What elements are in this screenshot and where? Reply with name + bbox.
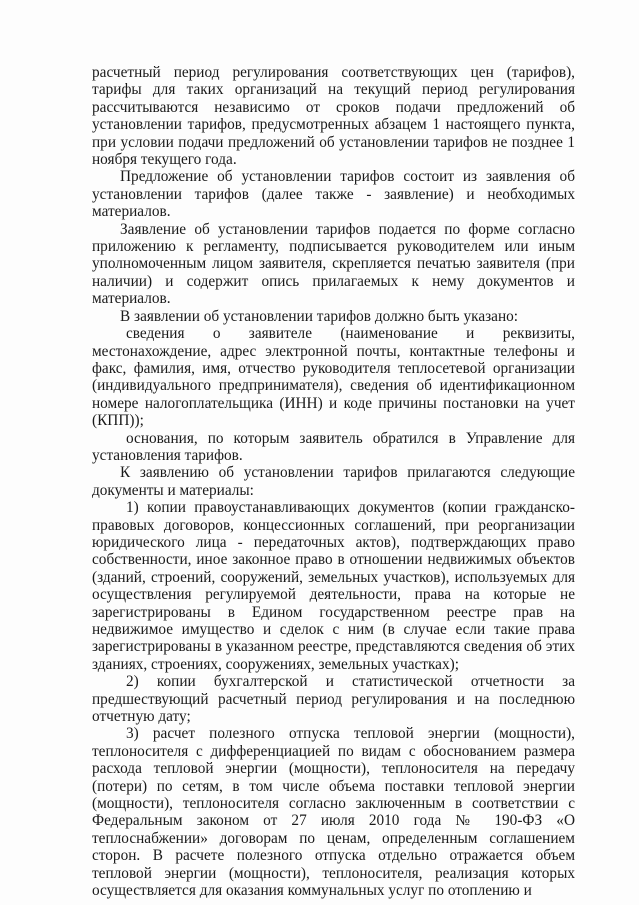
document-body (92, 64, 575, 900)
paragraph-applicant-info: сведения о заявителе (наименование и реквизиты, местонахождение, адрес электронной почты, контактные телефоны и факс, фамилия, имя, отчество руководителя теплосетевой организации (индивидуального предпринимателя), сведения об идентификационном номере налогоплательщика (ИНН) и коде причины постановки на учет (КПП)); (92, 325, 575, 430)
list-item-1-title-documents: 1) копии правоустанавливающих документов (копии гражданско-правовых договоров, концессионных соглашений, при реорганизации юридического лица - передаточных актов), подтверждающих право собственности, иное законное право в отношении недвижимых объектов (зданий, строений, сооружений, земельных участков), используемых для осуществления регулируемой деятельности, права на которые не зарегистрированы в Едином государственном реестре прав на недвижимое имущество и сделок с ним (в случае если такие права зарегистрированы в указанном реестре, представляются сведения об этих зданиях, строениях, сооружениях, земельных участках); (92, 499, 575, 673)
paragraph-grounds: основания, по которым заявитель обратился в Управление для установления тарифов. (92, 429, 575, 464)
list-item-2-accounting-reports: 2) копии бухгалтерской и статистической отчетности за предшествующий расчетный период регулирования и на последнюю отчетную дату; (92, 673, 575, 726)
paragraph-application-contents: В заявлении об установлении тарифов должно быть указано: (120, 307, 519, 325)
paragraph-tariff-period: расчетный период регулирования соответствующих цен (тарифов), тарифы для таких организаций на текущий период регулирования рассчитываются независимо от сроков подачи предложений об установлении тарифов, предусмотренных абзацем 1 настоящего пункта, при условии подачи предложений об установлении тарифов не позднее 1 ноября текущего года. (92, 64, 575, 169)
list-item-3-useful-supply-calculation: 3) расчет полезного отпуска тепловой энергии (мощности), теплоносителя с дифференциацией по видам с обоснованием размера расхода тепловой энергии (мощности), теплоносителя на передачу (потери) по сетям, в том числе объема поставки тепловой энергии (мощности), теплоносителя согласно заключенным в соответствии с Федеральным законом от 27 июля 2010 года № 190-ФЗ «О теплоснабжении» договорам по ценам, определенным соглашением сторон. В расчете полезного отпуска отдельно отражается объем тепловой энергии (мощности), теплоносителя, реализация которых осуществляется для оказания коммунальных услуг по отоплению и (92, 725, 575, 900)
paragraph-application-form: Заявление об установлении тарифов подается по форме согласно приложению к регламенту, подписывается руководителем или иным уполномоченным лицом заявителя, скрепляется печатью заявителя (при наличии) и содержит опись прилагаемых к нему документов и материалов. (92, 220, 575, 308)
paragraph-attachments: К заявлению об установлении тарифов прилагаются следующие документы и материалы: (92, 464, 575, 499)
paragraph-proposal: Предложение об установлении тарифов состоит из заявления об установлении тарифов (далее также - заявление) и необходимых материалов. (92, 168, 575, 221)
